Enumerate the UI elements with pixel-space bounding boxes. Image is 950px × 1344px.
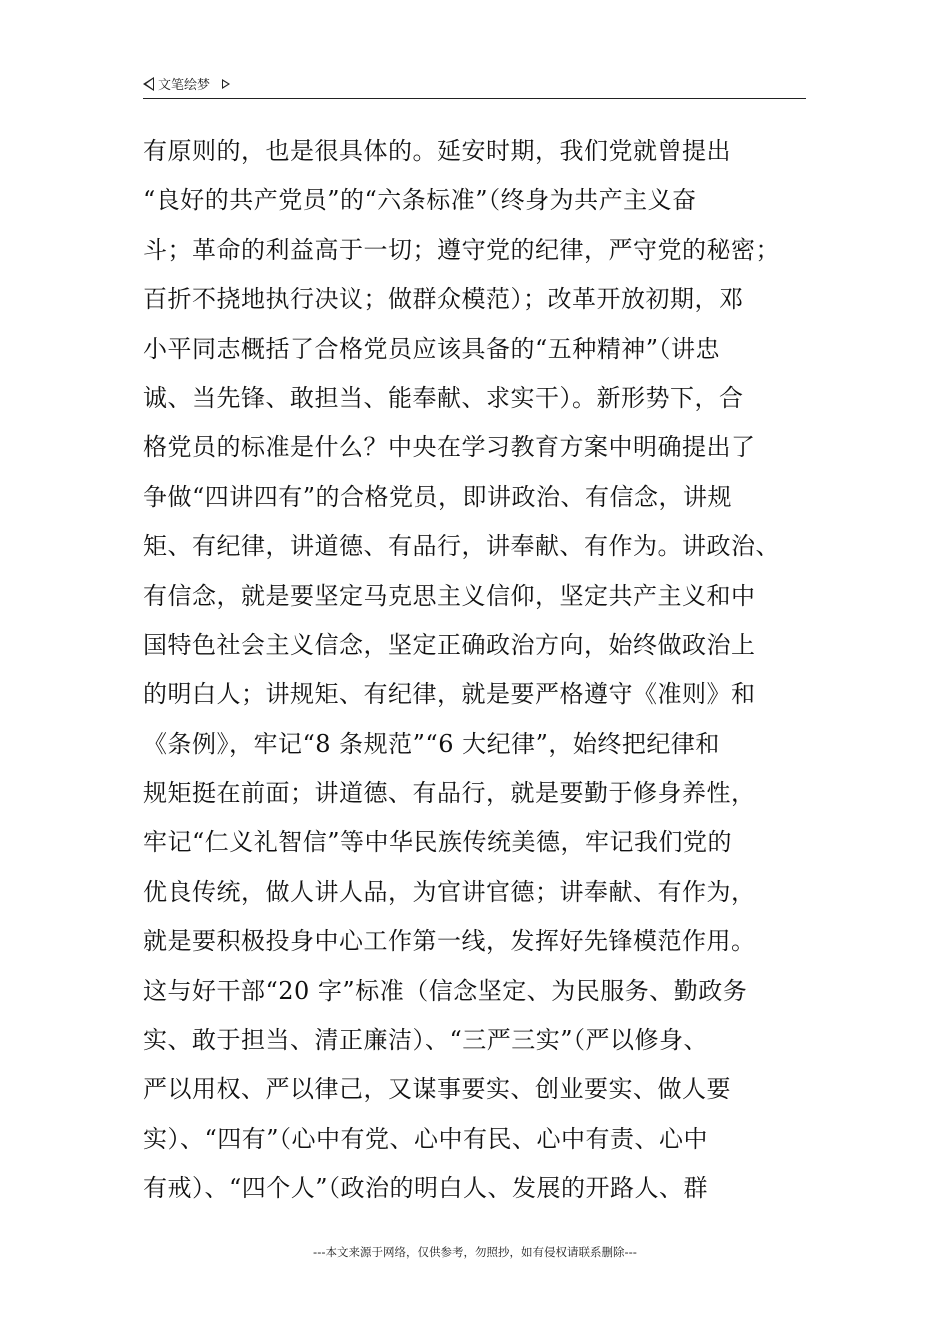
body-line: 《条例》，牢记“8 条规范”“6 大纪律”，始终把纪律和: [143, 729, 720, 758]
body-line: 小平同志概括了合格党员应该具备的“五种精神”（讲忠: [143, 334, 721, 363]
body-line: 百折不挠地执行决议；做群众模范）；改革开放初期，邓: [143, 285, 744, 314]
body-line: 争做“四讲四有”的合格党员，即讲政治、有信念，讲规: [143, 482, 733, 511]
body-line: 斗；革命的利益高于一切；遵守党的纪律，严守党的秘密；: [143, 235, 780, 264]
body-line: 的明白人；讲规矩、有纪律，就是要严格遵守《准则》和: [143, 680, 756, 709]
body-line: 优良传统，做人讲人品，为官讲官德；讲奉献、有作为，: [143, 877, 756, 906]
header-title: 文笔绘梦: [158, 78, 211, 93]
page-footer: ---本文来源于网络，仅供参考，勿照抄，如有侵权请联系删除---: [313, 1245, 637, 1259]
header-brand: [143, 74, 230, 93]
body-line: 有信念，就是要坚定马克思主义信仰，坚定共产主义和中: [143, 581, 756, 610]
body-line: 严以用权、严以律己，又谋事要实、创业要实、做人要: [143, 1075, 731, 1104]
body-line: 这与好干部“20 字”标准（信念坚定、为民服务、勤政务: [143, 976, 748, 1005]
body-line: 实、敢于担当、清正廉洁）、“三严三实”（严以修身、: [143, 1026, 709, 1055]
body-line: 国特色社会主义信念，坚定正确政治方向，始终做政治上: [143, 630, 756, 659]
body-line: 规矩挺在前面；讲道德、有品行，就是要勤于修身养性，: [143, 779, 756, 808]
body-line: 有戒）、“四个人”（政治的明白人、发展的开路人、群: [143, 1174, 709, 1203]
body-line: 有原则的，也是很具体的。延安时期，我们党就曾提出: [143, 137, 731, 165]
page-header: [143, 72, 806, 99]
body-line: 牢记“仁义礼智信”等中华民族传统美德，牢记我们党的: [143, 828, 733, 857]
body-line: “良好的共产党员”的“六条标准”（终身为共产主义奋: [143, 186, 697, 215]
left-triangle-icon: [143, 77, 154, 91]
body-line: 就是要积极投身中心工作第一线，发挥好先锋模范作用。: [143, 927, 756, 956]
right-triangle-icon: [222, 79, 230, 89]
document-body: [143, 127, 813, 1214]
body-line: 实）、“四有”（心中有党、心中有民、心中有责、心中: [143, 1124, 709, 1153]
body-line: 格党员的标准是什么？中央在学习教育方案中明确提出了: [143, 433, 756, 462]
body-line: 矩、有纪律，讲道德、有品行，讲奉献、有作为。讲政治、: [143, 532, 780, 561]
body-line: 诚、当先锋、敢担当、能奉献、求实干）。新形势下，合: [143, 383, 744, 412]
